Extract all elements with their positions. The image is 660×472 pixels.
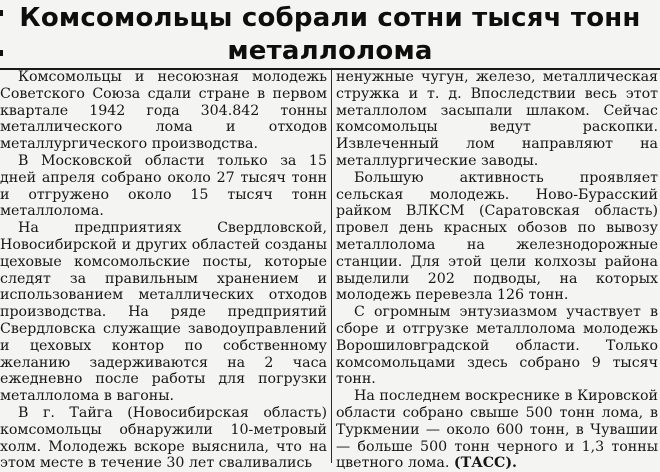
paragraph: Большую активность проявляет сельская молодежь. Ново-Бурасский райком ВЛКСМ (Саратовская область) провел день красных обозов по вывозу металлолома на железнодорожные станции. Для этой цели колхозы района выделили 202 подводы, на которых молодежь перевезла 126 тонн. bbox=[336, 169, 658, 304]
column-divider bbox=[331, 70, 332, 463]
headline-line-2: металлолома bbox=[227, 36, 433, 66]
paragraph: В г. Тайга (Новосибирская область) комсомольцы обнаружили 10-метровый холм. Молодежь вскоре выяснила, что на этом месте в течение 30 лет сваливались bbox=[0, 404, 327, 472]
paragraph: ненужные чугун, железо, металлическая стружка и т. д. Впоследствии весь этот металлолом засыпали шлаком. Сейчас комсомольцы ведут раскопки. Извлеченный лом направляют на металлургические заводы. bbox=[336, 69, 658, 169]
paragraph-with-signoff bbox=[336, 388, 658, 472]
paragraph: Комсомольцы и несоюзная молодежь Советского Союза сдали стране в первом квартале 1942 года 304.842 тонны металлического лома и отходов металлургического производства. bbox=[0, 69, 327, 153]
headline-line-1: Комсомольцы собрали сотни тысяч тонн bbox=[19, 3, 641, 33]
article-headline bbox=[10, 2, 650, 68]
paragraph: С огромным энтузиазмом участвует в сборе и отгрузке металлолома молодежь Ворошиловградской области. Только комсомольцами здесь собрано 9 тысяч тонн. bbox=[336, 304, 658, 388]
paragraph-text: На последнем воскреснике в Кировской области собрано свыше 500 тонн лома, в Туркмении — около 600 тонн, в Чувашии — больше 500 тонн черного и 1,3 тонны цветного лома. bbox=[336, 388, 658, 472]
left-column bbox=[0, 69, 327, 472]
paragraph: В Московской области только за 15 дней апреля собрано около 27 тысяч тонн и отгружено около 15 тысяч тонн металлолома. bbox=[0, 152, 327, 220]
margin-mark bbox=[0, 50, 3, 56]
paragraph: На предприятиях Свердловской, Новосибирской и других областей созданы цеховые комсомольские посты, которые следят за правильным хранением и использованием металлических отходов производства. На ряде предприятий Свердловска служащие заводоуправлений и цеховых контор по собственному желанию задерживаются на 2 часа ежедневно после работы для погрузки металлолома в вагоны. bbox=[0, 220, 327, 405]
margin-mark bbox=[0, 10, 3, 16]
tass-signoff: (ТАСС). bbox=[453, 455, 517, 472]
right-column bbox=[336, 69, 658, 472]
